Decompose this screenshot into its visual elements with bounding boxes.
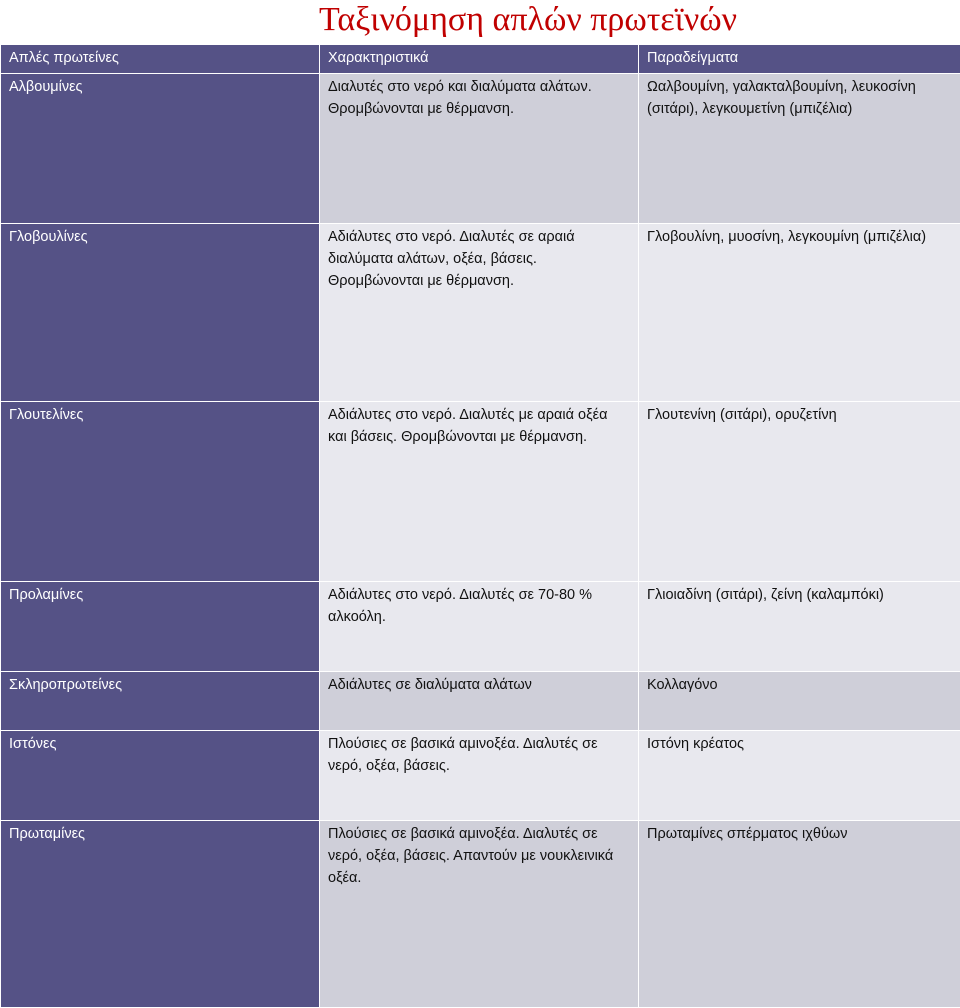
protein-name: Ιστόνες <box>1 731 320 821</box>
protein-characteristics: Αδιάλυτες στο νερό. Διαλυτές με αραιά οξέα και βάσεις. Θρομβώνονται με θέρμανση. <box>320 402 639 582</box>
protein-characteristics: Πλούσιες σε βασικά αμινοξέα. Διαλυτές σε νερό, οξέα, βάσεις. Απαντούν με νουκλεινικά οξέα. <box>320 821 639 1008</box>
protein-name: Σκληροπρωτείνες <box>1 672 320 731</box>
protein-name: Αλβουμίνες <box>1 74 320 224</box>
table-header-row <box>1 45 960 74</box>
table-row <box>1 582 960 672</box>
protein-characteristics: Αδιάλυτες στο νερό. Διαλυτές σε 70-80 % αλκοόλη. <box>320 582 639 672</box>
table-row <box>1 224 960 402</box>
protein-examples: Ιστόνη κρέατος <box>639 731 960 821</box>
protein-characteristics: Διαλυτές στο νερό και διαλύματα αλάτων. Θρομβώνονται με θέρμανση. <box>320 74 639 224</box>
header-simple-proteins: Απλές πρωτείνες <box>1 45 320 74</box>
header-characteristics: Χαρακτηριστικά <box>320 45 639 74</box>
protein-examples: Πρωταμίνες σπέρματος ιχθύων <box>639 821 960 1008</box>
table-row <box>1 672 960 731</box>
page-title: Ταξινόμηση απλών πρωτεϊνών <box>0 0 960 42</box>
protein-examples: Κολλαγόνο <box>639 672 960 731</box>
proteins-table <box>0 44 960 1008</box>
header-examples: Παραδείγματα <box>639 45 960 74</box>
protein-characteristics: Αδιάλυτες στο νερό. Διαλυτές σε αραιά διαλύματα αλάτων, οξέα, βάσεις. Θρομβώνονται με θέρμανση. <box>320 224 639 402</box>
table-row <box>1 731 960 821</box>
protein-characteristics: Αδιάλυτες σε διαλύματα αλάτων <box>320 672 639 731</box>
table-row <box>1 821 960 1008</box>
protein-examples: Γλιοιαδίνη (σιτάρι), ζείνη (καλαμπόκι) <box>639 582 960 672</box>
protein-name: Προλαμίνες <box>1 582 320 672</box>
protein-characteristics: Πλούσιες σε βασικά αμινοξέα. Διαλυτές σε νερό, οξέα, βάσεις. <box>320 731 639 821</box>
protein-name: Γλουτελίνες <box>1 402 320 582</box>
table-row <box>1 402 960 582</box>
protein-name: Γλοβουλίνες <box>1 224 320 402</box>
protein-examples: Γλουτενίνη (σιτάρι), ορυζετίνη <box>639 402 960 582</box>
protein-examples: Ωαλβουμίνη, γαλακταλβουμίνη, λευκοσίνη (σιτάρι), λεγκουμετίνη (μπιζέλια) <box>639 74 960 224</box>
protein-name: Πρωταμίνες <box>1 821 320 1008</box>
table-row <box>1 74 960 224</box>
protein-examples: Γλοβουλίνη, μυοσίνη, λεγκουμίνη (μπιζέλια) <box>639 224 960 402</box>
